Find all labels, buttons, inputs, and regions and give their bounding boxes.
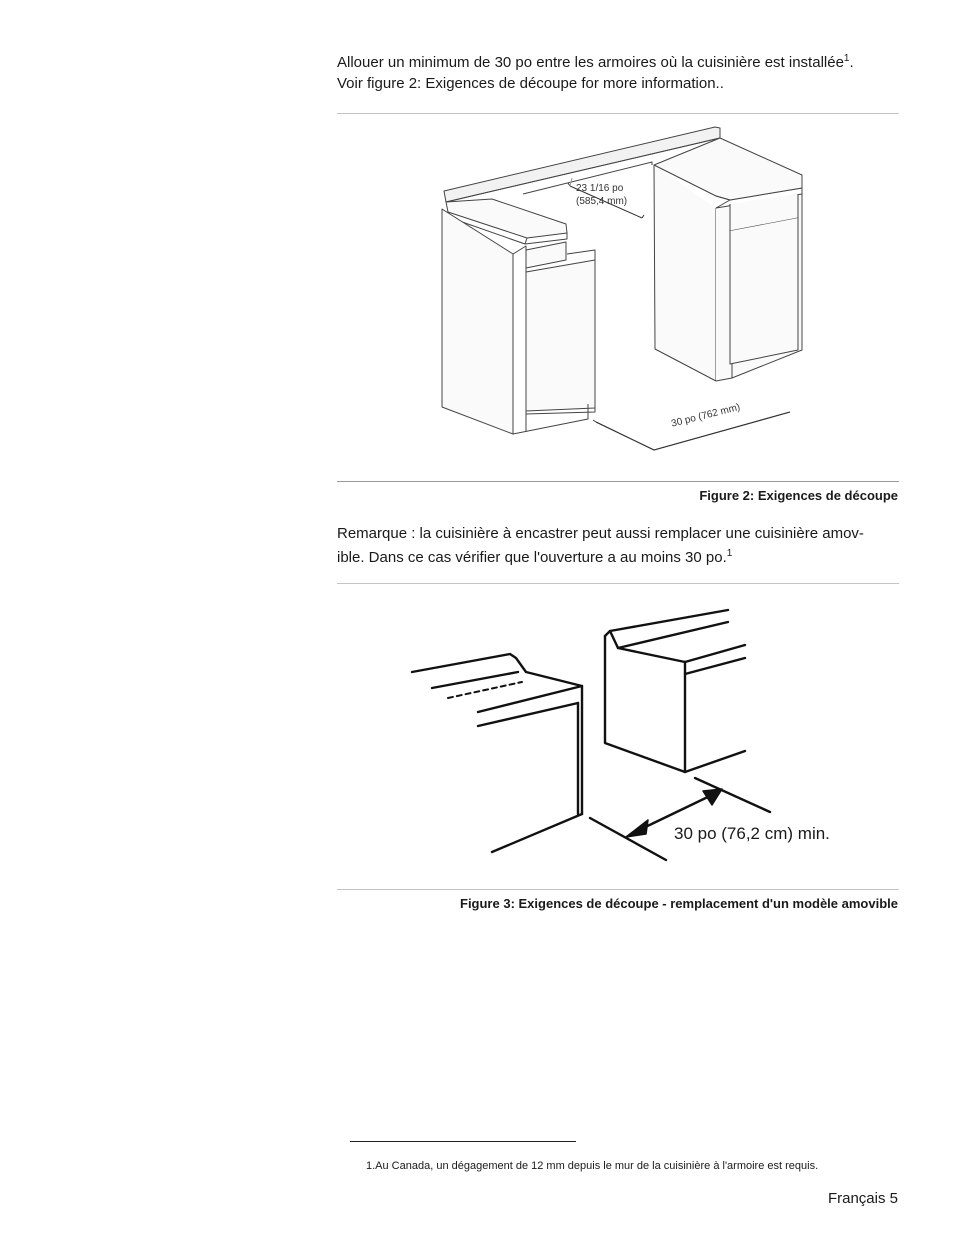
remark-paragraph (337, 522, 899, 570)
remark-line-2: ible. Dans ce cas vérifier que l'ouverture a au moins 30 po. (337, 549, 727, 566)
footnote-text: 1.Au Canada, un dégagement de 12 mm depuis le mur de la cuisinière à l'armoire est requis. (366, 1160, 819, 1172)
width-dimension-label: 30 po (762 mm) (670, 401, 742, 430)
page-number: Français 5 (827, 1190, 898, 1207)
figure-2-illustration (430, 120, 810, 460)
minimum-width-label: 30 po (76,2 cm) min. (674, 824, 830, 843)
figure-3-top-rule (337, 583, 899, 584)
remark-line-1: Remarque : la cuisinière à encastrer peut aussi remplacer une cuisinière amov- (337, 525, 864, 542)
figure-3-caption: Figure 3: Exigences de découpe - remplacement d'un modèle amovible (460, 896, 898, 911)
figure-2-bottom-rule (337, 481, 899, 482)
intro-line-2: Voir figure 2: Exigences de découpe for more information.. (337, 75, 724, 92)
figure-2-caption: Figure 2: Exigences de découpe (699, 488, 898, 503)
intro-line-1: Allouer un minimum de 30 po entre les armoires où la cuisinière est installée (337, 54, 844, 71)
depth-dimension-label: 23 1/16 po (585,4 mm) (576, 183, 628, 207)
figure-2-top-rule (337, 113, 899, 114)
intro-paragraph: Allouer un minimum de 30 po entre les armoires où la cuisinière est installée$^1$. Voir figure 2: Exigences de découpe for more information.. (337, 53, 854, 92)
figure-3-bottom-rule (337, 889, 899, 890)
footnote-rule (350, 1141, 576, 1142)
footnote-ref[interactable]: 1 (843, 53, 850, 64)
footnote-ref[interactable]: 1 (726, 548, 733, 559)
